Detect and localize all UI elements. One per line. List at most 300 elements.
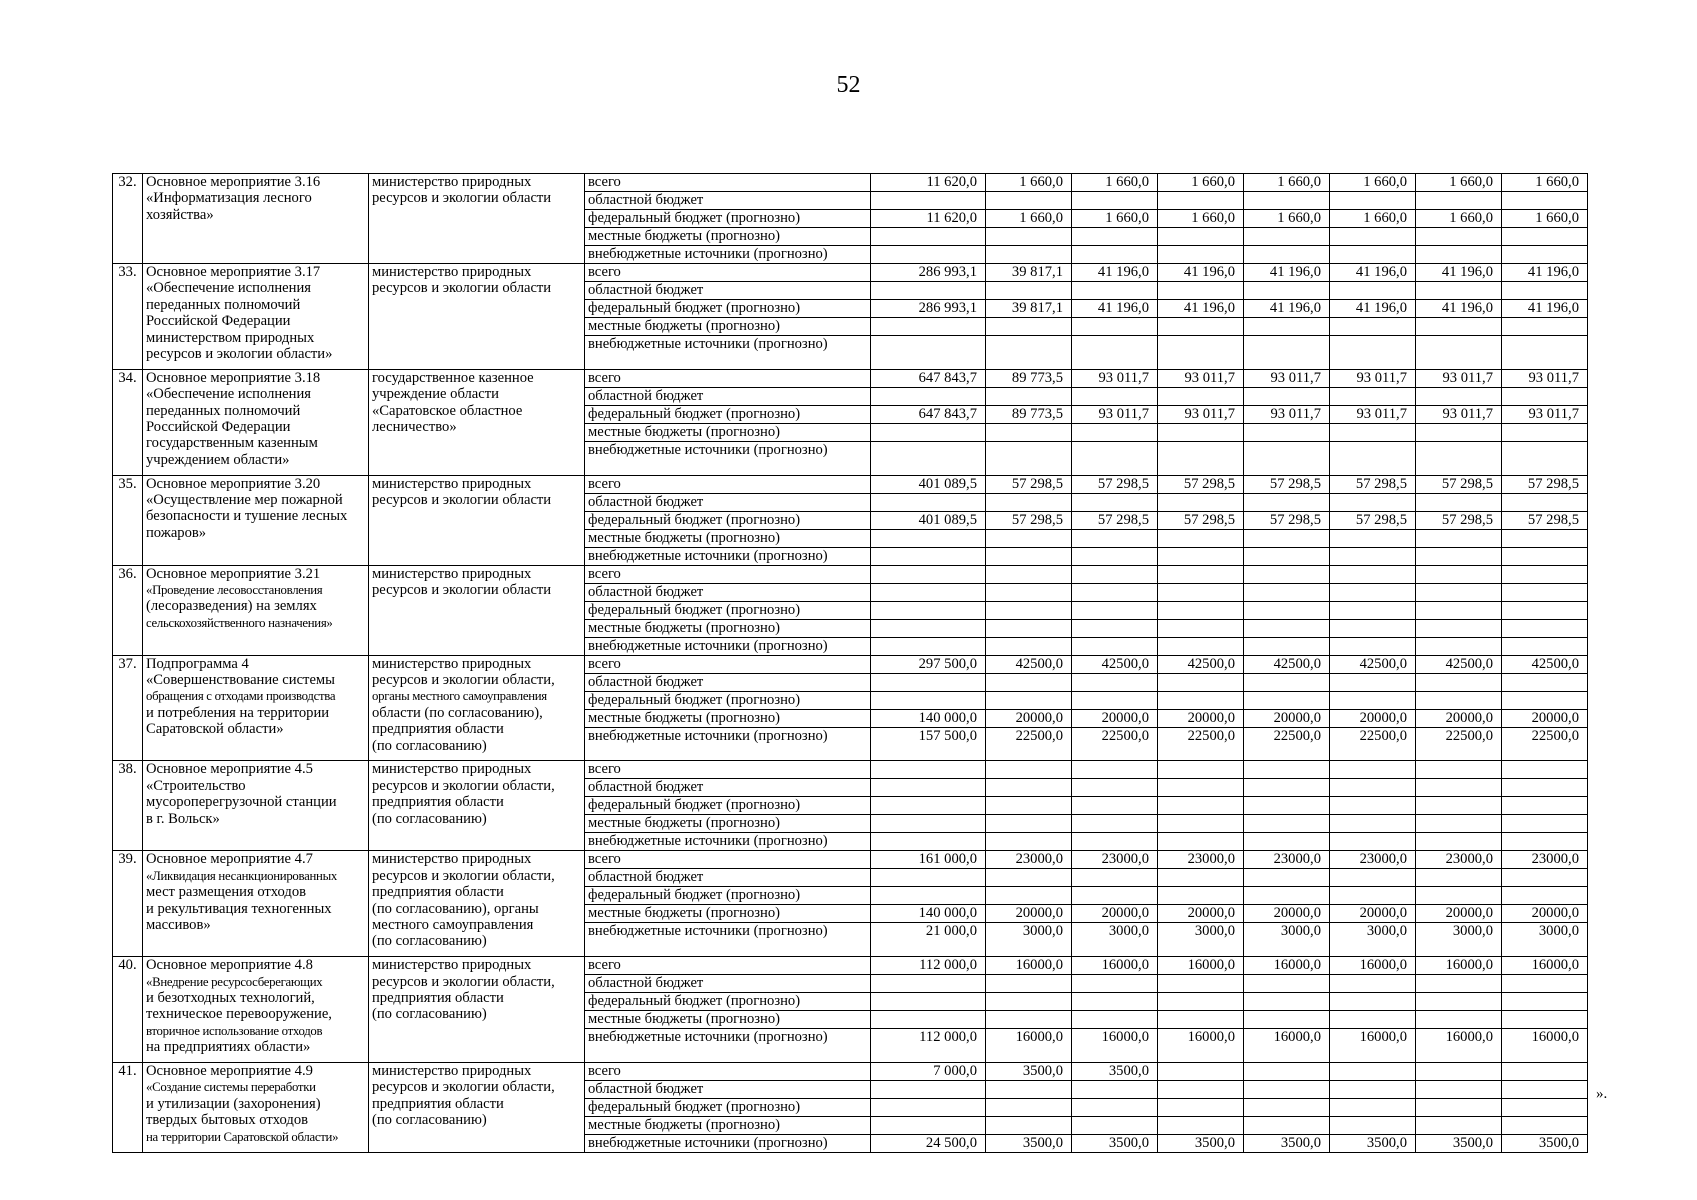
year-amount-cell: 41 196,0 — [1158, 300, 1244, 318]
funding-source-label: всего — [585, 174, 871, 192]
row-number: 40. — [113, 957, 143, 1063]
year-amount-cell — [986, 833, 1072, 851]
year-amount-cell — [1502, 869, 1588, 887]
year-amount-cell: 39 817,1 — [986, 300, 1072, 318]
year-amount-cell: 22500,0 — [986, 727, 1072, 761]
year-amount-cell — [1416, 815, 1502, 833]
description-line: министерством природных — [146, 329, 315, 346]
year-amount-cell: 16000,0 — [986, 957, 1072, 975]
year-amount-cell: 20000,0 — [1072, 709, 1158, 727]
description-line: обращения с отходами производства — [146, 689, 336, 704]
year-amount-cell: 3000,0 — [1330, 923, 1416, 957]
description-line: мест размещения отходов — [146, 884, 307, 901]
year-amount-cell — [1244, 637, 1330, 655]
year-amount-cell — [1158, 529, 1244, 547]
year-amount-cell — [1416, 336, 1502, 370]
description-line: «Создание системы переработки — [146, 1080, 316, 1095]
year-amount-cell — [1072, 761, 1158, 779]
funding-source-label: всего — [585, 1062, 871, 1080]
year-amount-cell — [1330, 565, 1416, 583]
year-amount-cell — [1502, 423, 1588, 441]
funding-source-label: федеральный бюджет (прогнозно) — [585, 601, 871, 619]
year-amount-cell — [1330, 815, 1416, 833]
year-amount-cell — [1158, 441, 1244, 475]
year-amount-cell — [1158, 673, 1244, 691]
total-amount-cell — [871, 887, 986, 905]
executor-line: учреждение области — [372, 386, 499, 403]
measure-description — [143, 1062, 369, 1152]
description-line: государственным казенным — [146, 435, 318, 452]
total-amount-cell — [871, 637, 986, 655]
year-amount-cell — [1072, 192, 1158, 210]
year-amount-cell — [1330, 869, 1416, 887]
year-amount-cell — [986, 246, 1072, 264]
year-amount-cell — [1330, 691, 1416, 709]
year-amount-cell — [1416, 318, 1502, 336]
year-amount-cell — [1416, 797, 1502, 815]
year-amount-cell — [986, 493, 1072, 511]
description-line: «Ликвидация несанкционированных — [146, 868, 337, 883]
description-line: «Информатизация лесного — [146, 190, 312, 207]
year-amount-cell — [1330, 673, 1416, 691]
year-amount-cell — [1158, 833, 1244, 851]
executor-line: (по согласованию) — [372, 1006, 487, 1023]
year-amount-cell — [986, 601, 1072, 619]
total-amount-cell — [871, 779, 986, 797]
funding-source-label: федеральный бюджет (прогнозно) — [585, 511, 871, 529]
executor-line: (по согласованию) — [372, 737, 487, 754]
total-amount-cell — [871, 797, 986, 815]
executor-cell — [369, 957, 585, 1063]
year-amount-cell — [1072, 975, 1158, 993]
year-amount-cell — [1244, 565, 1330, 583]
executor-line: ресурсов и экологии области — [372, 190, 552, 207]
description-line: вторичное использование отходов — [146, 1023, 323, 1038]
description-line: на предприятиях области» — [146, 1039, 311, 1056]
year-amount-cell — [1072, 547, 1158, 565]
executor-line: министерство природных — [372, 174, 532, 190]
year-amount-cell — [986, 441, 1072, 475]
year-amount-cell — [1416, 583, 1502, 601]
year-amount-cell — [1244, 869, 1330, 887]
executor-line: предприятия области — [372, 721, 504, 738]
year-amount-cell — [1072, 779, 1158, 797]
funding-source-label: областной бюджет — [585, 673, 871, 691]
funding-source-label: федеральный бюджет (прогнозно) — [585, 691, 871, 709]
year-amount-cell — [1416, 673, 1502, 691]
year-amount-cell — [986, 815, 1072, 833]
year-amount-cell: 16000,0 — [1072, 957, 1158, 975]
year-amount-cell — [1502, 493, 1588, 511]
year-amount-cell: 57 298,5 — [1502, 511, 1588, 529]
year-amount-cell — [1072, 583, 1158, 601]
description-line: и потребления на территории — [146, 704, 330, 721]
year-amount-cell: 22500,0 — [1158, 727, 1244, 761]
year-amount-cell — [1502, 993, 1588, 1011]
year-amount-cell: 1 660,0 — [1330, 174, 1416, 192]
row-number: 37. — [113, 655, 143, 761]
year-amount-cell — [986, 423, 1072, 441]
measure-description — [143, 957, 369, 1063]
executor-line: министерство природных — [372, 264, 532, 280]
measure-description — [143, 851, 369, 957]
year-amount-cell — [1502, 1011, 1588, 1029]
executor-line: министерство природных — [372, 565, 532, 582]
year-amount-cell: 57 298,5 — [1244, 475, 1330, 493]
funding-source-label: внебюджетные источники (прогнозно) — [585, 833, 871, 851]
funding-source-label: областной бюджет — [585, 975, 871, 993]
year-amount-cell: 1 660,0 — [1158, 174, 1244, 192]
year-amount-cell — [1072, 282, 1158, 300]
year-amount-cell — [1416, 529, 1502, 547]
year-amount-cell: 22500,0 — [1244, 727, 1330, 761]
year-amount-cell — [1502, 797, 1588, 815]
executor-cell — [369, 1062, 585, 1152]
total-amount-cell — [871, 228, 986, 246]
year-amount-cell — [1330, 601, 1416, 619]
year-amount-cell — [986, 228, 1072, 246]
year-amount-cell — [1158, 565, 1244, 583]
description-line: и безотходных технологий, — [146, 990, 315, 1006]
year-amount-cell — [1330, 887, 1416, 905]
year-amount-cell — [1244, 282, 1330, 300]
year-amount-cell — [1244, 192, 1330, 210]
year-amount-cell — [986, 869, 1072, 887]
executor-line: органы местного самоуправления — [372, 689, 547, 704]
year-amount-cell: 42500,0 — [1158, 655, 1244, 673]
description-line: Основное мероприятие 3.17 — [146, 264, 321, 280]
funding-source-label: федеральный бюджет (прогнозно) — [585, 887, 871, 905]
year-amount-cell — [1502, 833, 1588, 851]
total-amount-cell — [871, 192, 986, 210]
year-amount-cell — [1416, 601, 1502, 619]
year-amount-cell: 23000,0 — [1502, 851, 1588, 869]
funding-source-label: федеральный бюджет (прогнозно) — [585, 210, 871, 228]
year-amount-cell: 42500,0 — [1244, 655, 1330, 673]
year-amount-cell: 42500,0 — [986, 655, 1072, 673]
description-line: Основное мероприятие 4.9 — [146, 1062, 313, 1079]
year-amount-cell — [986, 1098, 1072, 1116]
year-amount-cell — [1416, 779, 1502, 797]
total-amount-cell — [871, 619, 986, 637]
funding-source-label: местные бюджеты (прогнозно) — [585, 318, 871, 336]
funding-source-label: федеральный бюджет (прогнозно) — [585, 1098, 871, 1116]
year-amount-cell — [1158, 1098, 1244, 1116]
year-amount-cell: 93 011,7 — [1330, 369, 1416, 387]
year-amount-cell — [1502, 1098, 1588, 1116]
total-amount-cell — [871, 547, 986, 565]
year-amount-cell — [1502, 619, 1588, 637]
executor-line: предприятия области — [372, 1095, 504, 1112]
total-amount-cell — [871, 993, 986, 1011]
description-line: массивов» — [146, 917, 211, 934]
year-amount-cell: 41 196,0 — [1502, 264, 1588, 282]
description-line: Основное мероприятие 4.8 — [146, 957, 313, 974]
measure-description — [143, 565, 369, 655]
funding-source-label: местные бюджеты (прогнозно) — [585, 423, 871, 441]
executor-line: предприятия области — [372, 990, 504, 1006]
year-amount-cell — [1158, 815, 1244, 833]
year-amount-cell — [1416, 441, 1502, 475]
executor-line: ресурсов и экологии области — [372, 492, 552, 508]
closing-quote-mark: ». — [1596, 1086, 1608, 1102]
funding-source-label: внебюджетные источники (прогнозно) — [585, 336, 871, 370]
year-amount-cell — [1416, 387, 1502, 405]
year-amount-cell — [1244, 336, 1330, 370]
year-amount-cell: 57 298,5 — [1502, 475, 1588, 493]
table-row — [113, 851, 1588, 869]
total-amount-cell: 112 000,0 — [871, 1029, 986, 1063]
year-amount-cell — [1416, 1080, 1502, 1098]
year-amount-cell: 20000,0 — [986, 905, 1072, 923]
year-amount-cell — [1244, 1098, 1330, 1116]
year-amount-cell — [1244, 691, 1330, 709]
total-amount-cell — [871, 833, 986, 851]
year-amount-cell — [1158, 336, 1244, 370]
year-amount-cell: 89 773,5 — [986, 369, 1072, 387]
year-amount-cell: 16000,0 — [1416, 957, 1502, 975]
year-amount-cell — [1158, 797, 1244, 815]
total-amount-cell: 21 000,0 — [871, 923, 986, 957]
executor-line: (по согласованию), органы — [372, 900, 539, 917]
executor-line: министерство природных — [372, 475, 532, 492]
year-amount-cell — [1072, 869, 1158, 887]
year-amount-cell — [1502, 565, 1588, 583]
year-amount-cell — [1158, 1062, 1244, 1080]
year-amount-cell — [1502, 779, 1588, 797]
year-amount-cell — [1072, 387, 1158, 405]
executor-line: ресурсов и экологии области — [372, 582, 552, 598]
year-amount-cell — [986, 318, 1072, 336]
year-amount-cell: 41 196,0 — [1072, 264, 1158, 282]
year-amount-cell: 16000,0 — [986, 1029, 1072, 1063]
year-amount-cell — [1502, 192, 1588, 210]
funding-source-label: всего — [585, 957, 871, 975]
year-amount-cell: 16000,0 — [1502, 957, 1588, 975]
year-amount-cell: 1 660,0 — [986, 210, 1072, 228]
total-amount-cell — [871, 815, 986, 833]
year-amount-cell: 3000,0 — [1502, 923, 1588, 957]
year-amount-cell: 16000,0 — [1244, 957, 1330, 975]
total-amount-cell — [871, 1098, 986, 1116]
year-amount-cell — [986, 761, 1072, 779]
year-amount-cell — [1502, 547, 1588, 565]
year-amount-cell: 23000,0 — [986, 851, 1072, 869]
year-amount-cell — [1502, 815, 1588, 833]
executor-line: министерство природных — [372, 1062, 532, 1079]
year-amount-cell — [1330, 833, 1416, 851]
total-amount-cell: 157 500,0 — [871, 727, 986, 761]
executor-line: ресурсов и экологии области, — [372, 672, 555, 688]
year-amount-cell — [1330, 318, 1416, 336]
year-amount-cell: 93 011,7 — [1072, 369, 1158, 387]
table-row — [113, 957, 1588, 975]
description-line: ресурсов и экологии области» — [146, 346, 333, 363]
table-row — [113, 761, 1588, 779]
executor-line: министерство природных — [372, 761, 532, 778]
description-line: «Совершенствование системы — [146, 672, 335, 688]
executor-line: ресурсов и экологии области, — [372, 1079, 555, 1096]
year-amount-cell: 1 660,0 — [1244, 210, 1330, 228]
funding-source-label: всего — [585, 264, 871, 282]
year-amount-cell — [1072, 833, 1158, 851]
year-amount-cell: 20000,0 — [1158, 709, 1244, 727]
year-amount-cell — [1416, 993, 1502, 1011]
total-amount-cell — [871, 387, 986, 405]
table-row — [113, 655, 1588, 673]
description-line: и утилизации (захоронения) — [146, 1095, 321, 1112]
year-amount-cell — [1072, 441, 1158, 475]
funding-source-label: областной бюджет — [585, 387, 871, 405]
year-amount-cell — [1502, 1062, 1588, 1080]
year-amount-cell — [1502, 601, 1588, 619]
year-amount-cell — [1502, 387, 1588, 405]
year-amount-cell: 93 011,7 — [1416, 369, 1502, 387]
executor-cell — [369, 761, 585, 851]
executor-line: местного самоуправления — [372, 917, 534, 934]
total-amount-cell — [871, 493, 986, 511]
year-amount-cell — [986, 529, 1072, 547]
year-amount-cell — [1330, 441, 1416, 475]
measure-description — [143, 655, 369, 761]
year-amount-cell — [1330, 993, 1416, 1011]
measure-description — [143, 174, 369, 264]
year-amount-cell: 22500,0 — [1330, 727, 1416, 761]
table-row — [113, 1062, 1588, 1080]
year-amount-cell — [1330, 637, 1416, 655]
row-number: 38. — [113, 761, 143, 851]
year-amount-cell — [1502, 887, 1588, 905]
year-amount-cell: 57 298,5 — [1416, 511, 1502, 529]
executor-cell — [369, 369, 585, 475]
table-row — [113, 174, 1588, 192]
year-amount-cell: 22500,0 — [1416, 727, 1502, 761]
funding-source-label: внебюджетные источники (прогнозно) — [585, 1134, 871, 1152]
funding-source-label: внебюджетные источники (прогнозно) — [585, 547, 871, 565]
year-amount-cell — [1502, 529, 1588, 547]
year-amount-cell — [1416, 1116, 1502, 1134]
year-amount-cell — [1158, 637, 1244, 655]
executor-cell — [369, 174, 585, 264]
total-amount-cell: 286 993,1 — [871, 264, 986, 282]
description-line: техническое перевооружение, — [146, 1006, 332, 1023]
description-line: Основное мероприятие 3.18 — [146, 369, 321, 386]
year-amount-cell — [1416, 192, 1502, 210]
total-amount-cell: 647 843,7 — [871, 405, 986, 423]
total-amount-cell: 11 620,0 — [871, 174, 986, 192]
year-amount-cell — [1158, 869, 1244, 887]
year-amount-cell — [1244, 1062, 1330, 1080]
funding-source-label: местные бюджеты (прогнозно) — [585, 1116, 871, 1134]
executor-line: «Саратовское областное — [372, 402, 523, 419]
year-amount-cell — [1416, 423, 1502, 441]
year-amount-cell: 3500,0 — [1244, 1134, 1330, 1152]
year-amount-cell — [1244, 797, 1330, 815]
year-amount-cell — [1072, 797, 1158, 815]
funding-source-label: областной бюджет — [585, 779, 871, 797]
executor-line: ресурсов и экологии области, — [372, 867, 555, 884]
executor-line: министерство природных — [372, 957, 532, 974]
total-amount-cell — [871, 565, 986, 583]
total-amount-cell: 401 089,5 — [871, 475, 986, 493]
table-row — [113, 369, 1588, 387]
year-amount-cell: 57 298,5 — [986, 511, 1072, 529]
year-amount-cell — [1244, 975, 1330, 993]
description-line: и рекультивация техногенных — [146, 900, 332, 917]
year-amount-cell — [1244, 318, 1330, 336]
year-amount-cell: 1 660,0 — [1416, 210, 1502, 228]
funding-source-label: местные бюджеты (прогнозно) — [585, 815, 871, 833]
funding-source-label: федеральный бюджет (прогнозно) — [585, 300, 871, 318]
measure-description — [143, 475, 369, 565]
year-amount-cell — [1502, 691, 1588, 709]
year-amount-cell: 42500,0 — [1416, 655, 1502, 673]
year-amount-cell — [1330, 619, 1416, 637]
executor-line: ресурсов и экологии области, — [372, 973, 555, 990]
total-amount-cell: 140 000,0 — [871, 709, 986, 727]
year-amount-cell — [1330, 192, 1416, 210]
year-amount-cell: 23000,0 — [1158, 851, 1244, 869]
executor-cell — [369, 565, 585, 655]
year-amount-cell — [1330, 246, 1416, 264]
year-amount-cell: 3000,0 — [1244, 923, 1330, 957]
total-amount-cell — [871, 441, 986, 475]
year-amount-cell — [986, 1080, 1072, 1098]
year-amount-cell — [1330, 336, 1416, 370]
measure-description — [143, 264, 369, 370]
year-amount-cell — [1330, 1098, 1416, 1116]
year-amount-cell: 57 298,5 — [1330, 511, 1416, 529]
year-amount-cell — [1072, 565, 1158, 583]
description-line: хозяйства» — [146, 206, 214, 223]
description-line: переданных полномочий — [146, 296, 301, 313]
year-amount-cell — [1244, 529, 1330, 547]
total-amount-cell — [871, 1011, 986, 1029]
year-amount-cell — [1072, 1011, 1158, 1029]
year-amount-cell — [986, 192, 1072, 210]
year-amount-cell — [1072, 619, 1158, 637]
row-number: 39. — [113, 851, 143, 957]
funding-source-label: федеральный бюджет (прогнозно) — [585, 797, 871, 815]
year-amount-cell — [1330, 387, 1416, 405]
year-amount-cell — [1072, 493, 1158, 511]
year-amount-cell — [1502, 673, 1588, 691]
year-amount-cell — [1072, 1080, 1158, 1098]
year-amount-cell: 22500,0 — [1072, 727, 1158, 761]
executor-cell — [369, 264, 585, 370]
year-amount-cell: 16000,0 — [1072, 1029, 1158, 1063]
year-amount-cell — [1072, 887, 1158, 905]
funding-source-label: областной бюджет — [585, 869, 871, 887]
executor-line: министерство природных — [372, 655, 532, 672]
funding-source-label: местные бюджеты (прогнозно) — [585, 228, 871, 246]
year-amount-cell: 3500,0 — [1416, 1134, 1502, 1152]
funding-source-label: внебюджетные источники (прогнозно) — [585, 637, 871, 655]
total-amount-cell — [871, 975, 986, 993]
budget-table — [112, 173, 1588, 1153]
total-amount-cell: 647 843,7 — [871, 369, 986, 387]
year-amount-cell — [1072, 1098, 1158, 1116]
year-amount-cell: 1 660,0 — [1244, 174, 1330, 192]
year-amount-cell — [1072, 993, 1158, 1011]
description-line: сельскохозяйственного назначения» — [146, 615, 333, 630]
year-amount-cell — [1158, 779, 1244, 797]
description-line: (лесоразведения) на землях — [146, 598, 317, 615]
year-amount-cell — [1158, 975, 1244, 993]
year-amount-cell: 1 660,0 — [986, 174, 1072, 192]
year-amount-cell — [1416, 887, 1502, 905]
funding-source-label: всего — [585, 655, 871, 673]
